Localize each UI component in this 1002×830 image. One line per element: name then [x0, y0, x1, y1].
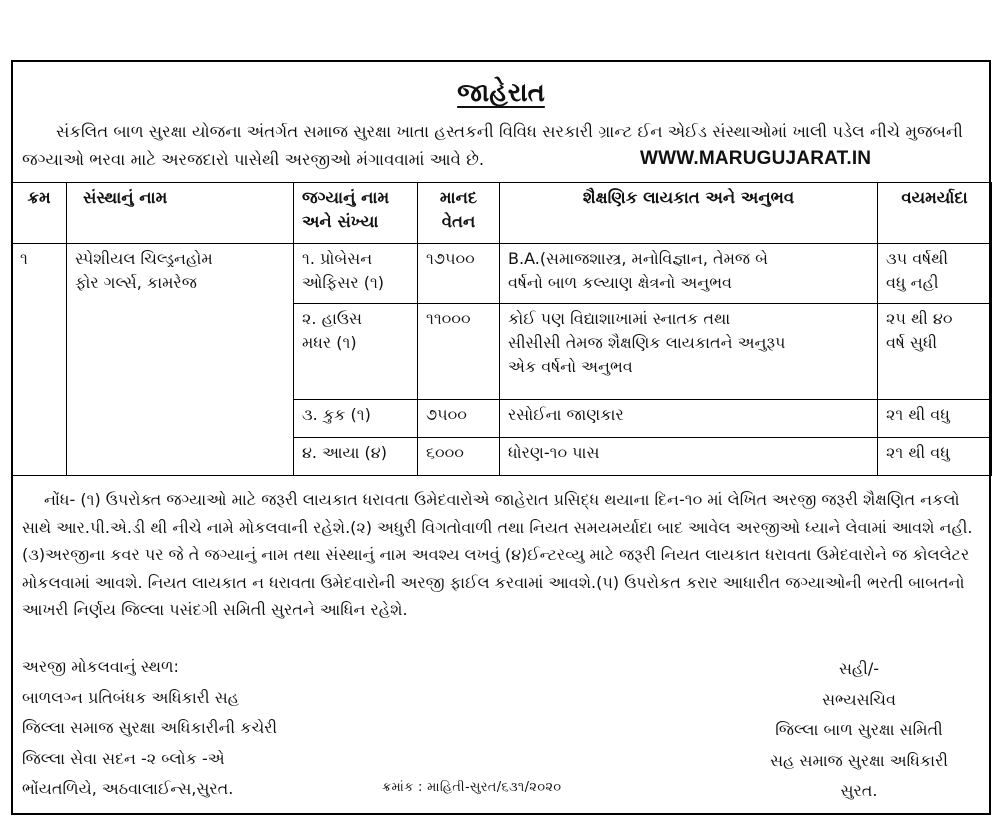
signature-line: સભ્યસચિવ [822, 689, 896, 709]
signature-line: સહી/- [838, 659, 880, 678]
qualification-cell: B.A.(સમાજશાસ્ત્ર, મનોવિજ્ઞાન, તેમજ બે વર્ષનો બાળ કલ્યાણ ક્ષેત્રનો અનુભવ [500, 244, 878, 304]
intro-paragraph: સંકલિત બાળ સુરક્ષા યોજના અંતર્ગત સમાજ સુરક્ષા ખાતા હસ્તકની વિવિધ સરકારી ગ્રાન્ટ ઈન એઈડ સંસ્થાઓમાં ખાલી પડેલ નીચે મુજબની જગ્યાઓ ભરવા માટે અરજદારો પાસેથી અરજીઓ મંગાવવામાં આવે છે. [22, 122, 963, 169]
header-qualification: શૈક્ષણિક લાયકાત અને અનુભવ [500, 183, 878, 244]
table-row [12, 244, 992, 304]
table-header-row [12, 183, 992, 244]
header-salary: માનદ વેતન [418, 183, 500, 244]
institution-cell: સ્પેશીયલ ચિલ્ડ્રનહોમ ફોર ગર્લ્સ, કામરેજ [67, 244, 294, 476]
salary-cell: ૭૫૦૦ [418, 400, 500, 438]
address-line: જિલ્લા સેવા સદન -૨ બ્લોક -એ [22, 748, 225, 768]
age-cell: ૨૫ થી ૪૦ વર્ષ સુધી [878, 304, 992, 400]
application-address [22, 652, 422, 805]
post-cell: ૩. કુક (૧) [294, 400, 418, 438]
address-heading: અરજી મોકલવાનું સ્થળ: [22, 657, 179, 676]
qualification-cell: રસોઈના જાણકાર [500, 400, 878, 438]
serial-cell: ૧ [12, 244, 67, 476]
age-cell: ૨૧ થી વધુ [878, 400, 992, 438]
age-cell: ૨૧ થી વધુ [878, 438, 992, 476]
address-line: ભોંયતળિયે, અઠવાલાઈન્સ,સુરત. [22, 779, 234, 798]
salary-cell: ૧૧૦૦૦ [418, 304, 500, 400]
address-line: જિલ્લા સમાજ સુરક્ષા અધિકારીની કચેરી [22, 718, 278, 737]
signature-block [744, 654, 974, 807]
qualification-cell: ધોરણ-૧૦ પાસ [500, 438, 878, 476]
salary-cell: ૧૭૫૦૦ [418, 244, 500, 304]
header-post: જગ્યાનું નામ અને સંખ્યા [294, 183, 418, 244]
notes-paragraph: નોંધ- (૧) ઉપરોક્ત જગ્યાઓ માટે જરૂરી લાયકાત ધરાવતા ઉમેદવારોએ જાહેરાત પ્રસિદ્ધ થયાના દિન-૧૦ માં લેખિત અરજી જરૂરી શૈક્ષણિત નકલો સાથે આર.પી.એ.ડી થી નીચે નામે મોકલવાની રહેશે.(૨) અધુરી વિગતોવાળી તથા નિયત સમયમર્યાદા બાદ આવેલ અરજીઓ ધ્યાને લેવામાં આવશે નહી.(૩)અરજીના કવર પર જે તે જગ્યાનું નામ તથા સંસ્થાનું નામ અવશ્ય લખવું (૪)ઈન્ટરવ્યુ માટે જરૂરી નિયત લાયકાત ધરાવતા ઉમેદવારોને જ કોલલેટર મોકલવામાં આવશે. નિયત લાયકાત ન ધરાવતા ઉમેદવારોની અરજી ફાઈલ કરવામાં આવશે.(૫) ઉપરોકત કરાર આધારીત જગ્યાઓની ભરતી બાબતનો આખરી નિર્ણય જિલ્લા પસંદગી સમિતી સુરતને આધિન રહેશે. [22, 490, 973, 619]
vacancy-table [11, 182, 992, 476]
reference-number: ક્રમાંક : માહિતી-સુરત/૬૩૧/૨૦૨૦ [382, 780, 562, 795]
post-cell: ૨. હાઉસ મધર (૧) [294, 304, 418, 400]
header-serial: ક્રમ [12, 183, 67, 244]
website-watermark: WWW.MARUGUJARAT.IN [640, 148, 872, 169]
age-cell: ૩૫ વર્ષથી વધુ નહી [878, 244, 992, 304]
post-cell: ૧. પ્રોબેસન ઓફિસર (૧) [294, 244, 418, 304]
post-cell: ૪. આયા (૪) [294, 438, 418, 476]
qualification-cell: કોઈ પણ વિદ્યાશાખામાં સ્નાતક તથા સીસીસી તેમજ શૈક્ષણિક લાયકાતને અનુરૂપ એક વર્ષનો અનુભવ [500, 304, 878, 400]
signature-line: સુરત. [840, 781, 878, 800]
header-age: વયમર્યાદા [878, 183, 992, 244]
signature-line: જિલ્લા બાળ સુરક્ષા સમિતી [775, 720, 943, 739]
salary-cell: ૬૦૦૦ [418, 438, 500, 476]
address-line: બાળલગ્ન પ્રતિબંધક અધિકારી સહ [22, 687, 240, 707]
signature-line: સહ સમાજ સુરક્ષા અધિકારી [770, 750, 948, 770]
header-institution: સંસ્થાનું નામ [67, 183, 294, 244]
page-title: જાહેરાત [457, 78, 545, 108]
